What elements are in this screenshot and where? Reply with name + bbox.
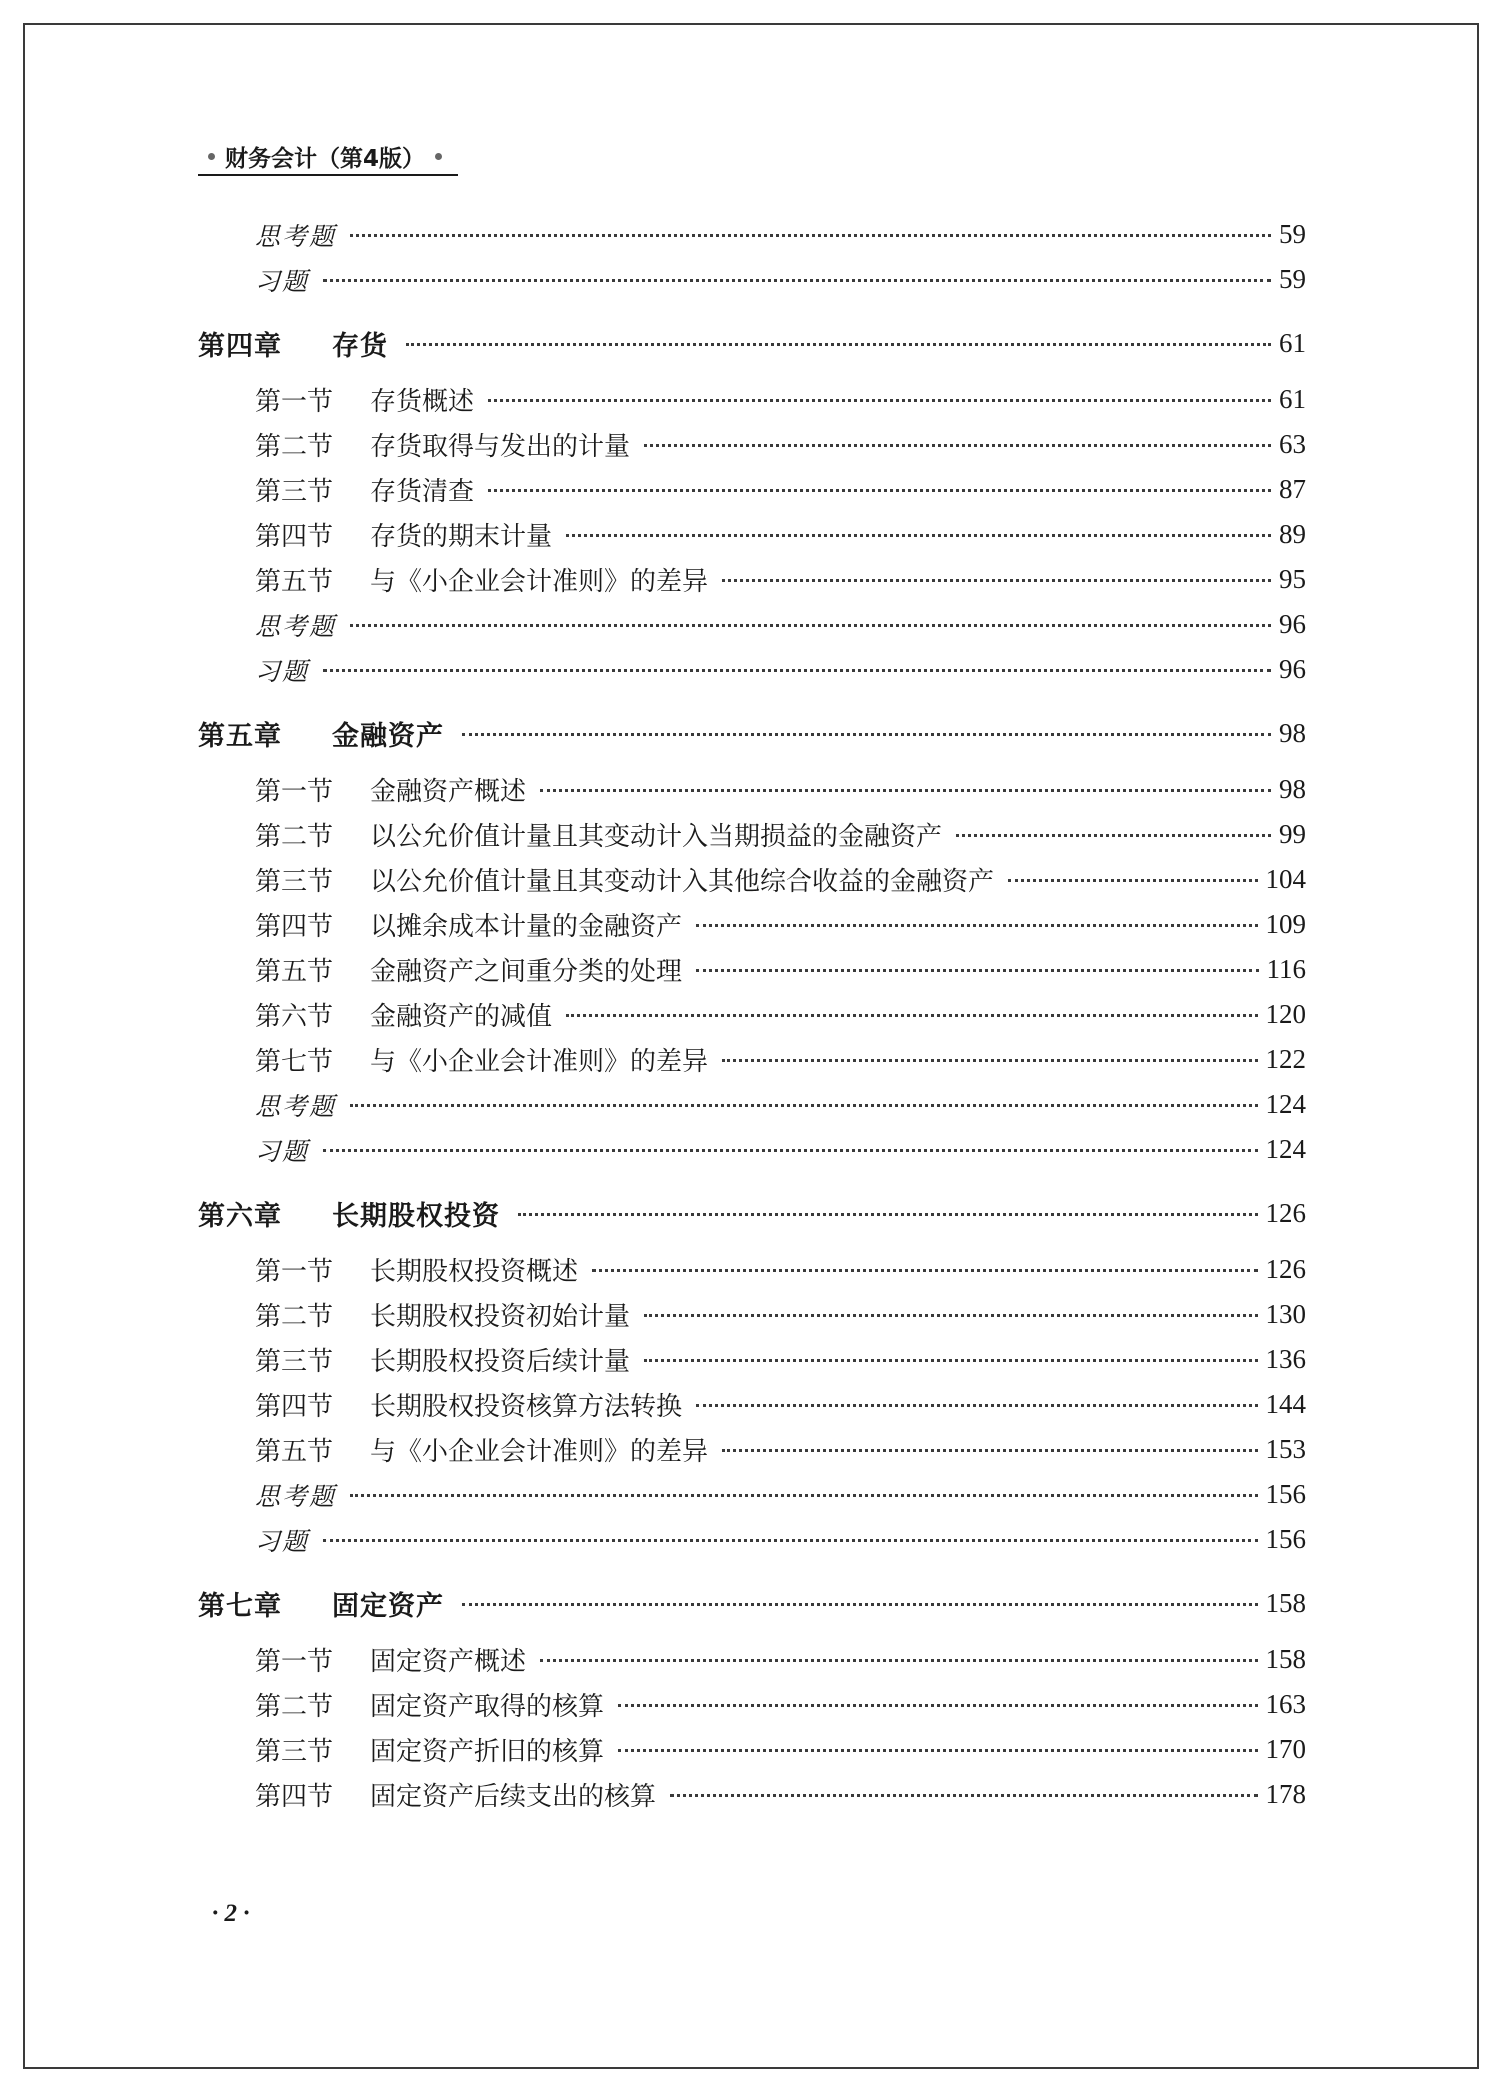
dot-leader (722, 1058, 1257, 1062)
dot-leader (696, 968, 1258, 972)
dot-leader (350, 1493, 1257, 1497)
toc-entry-number: 第三节 (255, 477, 334, 507)
toc-entry-label (198, 714, 444, 753)
chapter-spacer (198, 302, 1306, 310)
toc-extra-entry[interactable] (198, 1517, 1306, 1562)
toc-entry-label (255, 217, 336, 253)
toc-entry-number: 第四节 (255, 522, 334, 552)
dot-leader (566, 1013, 1257, 1017)
toc-entry-label (255, 1386, 682, 1423)
toc-entry-label (255, 1477, 336, 1513)
dot-leader (644, 1358, 1257, 1362)
running-header (198, 138, 458, 176)
toc-section-entry[interactable] (198, 992, 1306, 1037)
toc-page-number: 126 (1265, 1198, 1306, 1228)
dot-leader (323, 278, 1271, 282)
toc-entry-number: 第四节 (255, 1782, 334, 1812)
toc-entry-title: 存货概述 (370, 387, 475, 417)
toc-entry-title: 固定资产折旧的核算 (370, 1737, 605, 1767)
toc-chapter-entry[interactable] (198, 310, 1306, 377)
dot-leader (540, 788, 1271, 792)
toc-entry-number: 第四章 (198, 331, 282, 362)
toc-section-entry[interactable] (198, 767, 1306, 812)
toc-section-entry[interactable] (198, 1382, 1306, 1427)
toc-chapter-entry[interactable] (198, 1180, 1306, 1247)
toc-entry-label (255, 1132, 309, 1168)
toc-page-number: 170 (1265, 1734, 1306, 1764)
toc-entry-label (255, 1087, 336, 1123)
toc-entry-title: 习题 (255, 1526, 310, 1556)
toc-entry-title: 以公允价值计量且其变动计入当期损益的金融资产 (370, 822, 943, 852)
toc-entry-label (255, 1431, 708, 1468)
toc-entry-number: 第四节 (255, 912, 334, 942)
dot-leader (670, 1793, 1257, 1797)
dot-leader (350, 1103, 1257, 1107)
dot-leader (462, 1602, 1258, 1606)
toc-page-number: 98 (1279, 774, 1306, 804)
toc-extra-entry[interactable] (198, 1472, 1306, 1517)
toc-extra-entry[interactable] (198, 212, 1306, 257)
toc-page-number: 158 (1265, 1644, 1306, 1674)
toc-entry-title: 思考题 (255, 1481, 337, 1511)
toc-entry-title: 固定资产取得的核算 (370, 1692, 605, 1722)
bullet-dot-icon (208, 153, 215, 160)
toc-entry-number: 第四节 (255, 1392, 334, 1422)
toc-page-number: 156 (1265, 1524, 1306, 1554)
toc-page-number: 59 (1279, 219, 1306, 249)
toc-section-entry[interactable] (198, 422, 1306, 467)
toc-entry-number: 第二节 (255, 1302, 334, 1332)
toc-entry-number: 第二节 (255, 432, 334, 462)
toc-entry-number: 第三节 (255, 867, 334, 897)
toc-entry-label (255, 1522, 309, 1558)
dot-leader (323, 1538, 1257, 1542)
toc-section-entry[interactable] (198, 1727, 1306, 1772)
toc-page-number: 99 (1279, 819, 1306, 849)
toc-page-number: 130 (1265, 1299, 1306, 1329)
toc-entry-number: 第二节 (255, 1692, 334, 1722)
toc-entry-title: 长期股权投资核算方法转换 (370, 1392, 683, 1422)
toc-entry-label (255, 816, 942, 853)
toc-entry-title: 思考题 (255, 1091, 337, 1121)
toc-entry-label (255, 771, 526, 808)
dot-leader (722, 1448, 1257, 1452)
toc-entry-title: 长期股权投资概述 (370, 1257, 579, 1287)
toc-page-number: 109 (1265, 909, 1306, 939)
chapter-spacer (198, 1172, 1306, 1180)
toc-entry-label (198, 1584, 444, 1623)
toc-page-number: 126 (1265, 1254, 1306, 1284)
toc-entry-title: 习题 (255, 1136, 310, 1166)
toc-page-number: 156 (1265, 1479, 1306, 1509)
toc-entry-number: 第二节 (255, 822, 334, 852)
toc-entry-number: 第五节 (255, 957, 334, 987)
toc-entry-number: 第一节 (255, 1647, 334, 1677)
dot-leader (618, 1748, 1257, 1752)
toc-entry-title: 长期股权投资后续计量 (370, 1347, 631, 1377)
toc-entry-number: 第三节 (255, 1737, 334, 1767)
toc-page-number: 63 (1279, 429, 1306, 459)
toc-page-number: 96 (1279, 609, 1306, 639)
toc-entry-label (255, 1041, 708, 1078)
toc-page-number: 61 (1279, 384, 1306, 414)
toc-entry-number: 第五章 (198, 721, 282, 752)
dot-leader (323, 668, 1271, 672)
toc-section-entry[interactable] (198, 1637, 1306, 1682)
toc-entry-title: 习题 (255, 266, 310, 296)
dot-leader (566, 533, 1271, 537)
toc-entry-number: 第七节 (255, 1047, 334, 1077)
bullet-dot-icon (435, 153, 442, 160)
dot-leader (518, 1212, 1258, 1216)
toc-entry-label (255, 1296, 630, 1333)
dot-leader (350, 623, 1271, 627)
toc-entry-title: 固定资产 (332, 1591, 444, 1622)
toc-entry-title: 与《小企业会计准则》的差异 (370, 1437, 709, 1467)
toc-section-entry[interactable] (198, 812, 1306, 857)
toc-chapter-entry[interactable] (198, 700, 1306, 767)
toc-entry-title: 以摊余成本计量的金融资产 (370, 912, 683, 942)
dot-leader (722, 578, 1271, 582)
toc-entry-label (255, 426, 630, 463)
toc-entry-number: 第一节 (255, 387, 334, 417)
toc-entry-title: 长期股权投资初始计量 (370, 1302, 631, 1332)
toc-entry-title: 金融资产 (332, 721, 444, 752)
toc-page-number: 124 (1265, 1089, 1306, 1119)
toc-page-number: 61 (1279, 328, 1306, 358)
dot-leader (696, 1403, 1257, 1407)
toc-entry-title: 长期股权投资 (332, 1201, 500, 1232)
dot-leader (462, 732, 1271, 736)
toc-extra-entry[interactable] (198, 647, 1306, 692)
toc-extra-entry[interactable] (198, 602, 1306, 647)
page-number: · 2 · (212, 1900, 250, 1927)
toc-entry-title: 习题 (255, 656, 310, 686)
toc-entry-label (255, 652, 309, 688)
dot-leader (696, 923, 1257, 927)
toc-extra-entry[interactable] (198, 1082, 1306, 1127)
chapter-spacer (198, 692, 1306, 700)
toc-section-entry[interactable] (198, 947, 1306, 992)
dot-leader (644, 1313, 1257, 1317)
toc-entry-label (255, 1641, 526, 1678)
toc-page-number: 87 (1279, 474, 1306, 504)
toc-entry-label (198, 1194, 500, 1233)
toc-entry-number: 第六章 (198, 1201, 282, 1232)
toc-page-number: 122 (1265, 1044, 1306, 1074)
toc-section-entry[interactable] (198, 1772, 1306, 1817)
dot-leader (956, 833, 1271, 837)
toc-entry-title: 金融资产之间重分类的处理 (370, 957, 683, 987)
toc-entry-label (255, 951, 682, 988)
toc-entry-number: 第一节 (255, 777, 334, 807)
toc-entry-label (255, 607, 336, 643)
toc-entry-title: 以公允价值计量且其变动计入其他综合收益的金融资产 (370, 867, 995, 897)
table-of-contents (198, 212, 1306, 1817)
toc-section-entry[interactable] (198, 1427, 1306, 1472)
toc-section-entry[interactable] (198, 902, 1306, 947)
toc-page-number: 89 (1279, 519, 1306, 549)
toc-entry-title: 固定资产概述 (370, 1647, 527, 1677)
dot-leader (488, 488, 1271, 492)
toc-entry-title: 存货清查 (370, 477, 475, 507)
toc-entry-title: 固定资产后续支出的核算 (370, 1782, 657, 1812)
toc-page-number: 124 (1265, 1134, 1306, 1164)
toc-entry-number: 第六节 (255, 1002, 334, 1032)
toc-entry-title: 存货 (332, 331, 388, 362)
toc-entry-label (255, 381, 474, 418)
toc-entry-title: 思考题 (255, 611, 337, 641)
toc-page-number: 178 (1265, 1779, 1306, 1809)
toc-page-number: 95 (1279, 564, 1306, 594)
toc-entry-label (255, 1251, 578, 1288)
toc-entry-title: 金融资产概述 (370, 777, 527, 807)
dot-leader (1008, 878, 1257, 882)
toc-extra-entry[interactable] (198, 1127, 1306, 1172)
toc-page-number: 96 (1279, 654, 1306, 684)
dot-leader (323, 1148, 1257, 1152)
dot-leader (644, 443, 1271, 447)
toc-entry-title: 思考题 (255, 221, 337, 251)
toc-entry-number: 第五节 (255, 567, 334, 597)
toc-entry-label (255, 471, 474, 508)
toc-entry-title: 存货的期末计量 (370, 522, 553, 552)
toc-section-entry[interactable] (198, 1247, 1306, 1292)
toc-section-entry[interactable] (198, 1292, 1306, 1337)
toc-page-number: 136 (1265, 1344, 1306, 1374)
toc-section-entry[interactable] (198, 857, 1306, 902)
toc-page-number: 116 (1266, 954, 1306, 984)
toc-section-entry[interactable] (198, 1337, 1306, 1382)
dot-leader (618, 1703, 1257, 1707)
toc-entry-title: 与《小企业会计准则》的差异 (370, 1047, 709, 1077)
toc-entry-title: 金融资产的减值 (370, 1002, 553, 1032)
toc-section-entry[interactable] (198, 557, 1306, 602)
toc-page-number: 144 (1265, 1389, 1306, 1419)
toc-entry-number: 第七章 (198, 1591, 282, 1622)
toc-section-entry[interactable] (198, 467, 1306, 512)
toc-entry-label (255, 1731, 604, 1768)
toc-entry-title: 存货取得与发出的计量 (370, 432, 631, 462)
toc-entry-number: 第一节 (255, 1257, 334, 1287)
toc-page-number: 163 (1265, 1689, 1306, 1719)
toc-entry-label (255, 516, 552, 553)
toc-section-entry[interactable] (198, 1682, 1306, 1727)
toc-entry-label (255, 996, 552, 1033)
toc-page-number: 104 (1265, 864, 1306, 894)
toc-entry-label (198, 324, 388, 363)
toc-entry-title: 与《小企业会计准则》的差异 (370, 567, 709, 597)
toc-entry-label (255, 1686, 604, 1723)
toc-page-number: 98 (1279, 718, 1306, 748)
book-title: 财务会计（第4版） (225, 145, 426, 172)
toc-page-number: 153 (1265, 1434, 1306, 1464)
toc-entry-label (255, 262, 309, 298)
toc-entry-label (255, 561, 708, 598)
toc-page-number: 158 (1265, 1588, 1306, 1618)
toc-section-entry[interactable] (198, 1037, 1306, 1082)
toc-extra-entry[interactable] (198, 257, 1306, 302)
dot-leader (350, 233, 1271, 237)
dot-leader (540, 1658, 1257, 1662)
dot-leader (592, 1268, 1257, 1272)
toc-entry-label (255, 861, 994, 898)
toc-entry-label (255, 1776, 656, 1813)
toc-chapter-entry[interactable] (198, 1570, 1306, 1637)
toc-entry-label (255, 906, 682, 943)
toc-entry-number: 第五节 (255, 1437, 334, 1467)
toc-entry-number: 第三节 (255, 1347, 334, 1377)
dot-leader (488, 398, 1271, 402)
dot-leader (406, 342, 1271, 346)
toc-section-entry[interactable] (198, 512, 1306, 557)
toc-page-number: 120 (1265, 999, 1306, 1029)
chapter-spacer (198, 1562, 1306, 1570)
toc-section-entry[interactable] (198, 377, 1306, 422)
toc-entry-label (255, 1341, 630, 1378)
toc-page-number: 59 (1279, 264, 1306, 294)
